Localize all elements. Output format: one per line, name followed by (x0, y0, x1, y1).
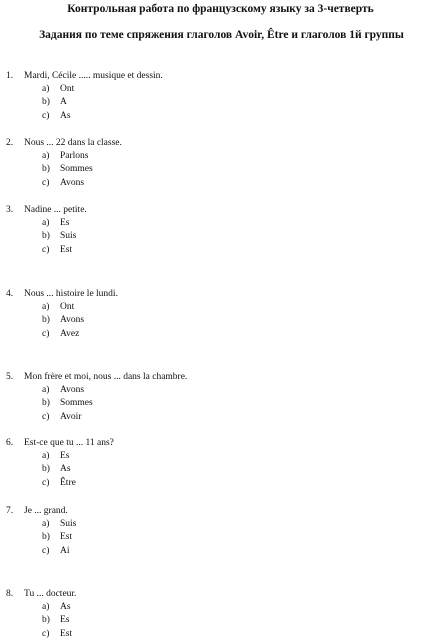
option-b (0, 314, 441, 327)
option-text: As (60, 464, 71, 475)
option-a (0, 450, 441, 463)
question-number: 6. (6, 438, 14, 448)
option-letter: b) (42, 464, 50, 475)
option-c (0, 244, 441, 257)
question-1 (0, 70, 441, 123)
option-c (0, 328, 441, 341)
option-letter: c) (42, 244, 50, 255)
option-letter: a) (42, 602, 50, 612)
option-letter: a) (42, 451, 50, 461)
option-letter: b) (42, 615, 50, 626)
option-letter: a) (42, 151, 50, 161)
option-letter: c) (42, 328, 50, 339)
question-7 (0, 505, 441, 558)
option-letter: c) (42, 411, 50, 422)
option-a (0, 601, 441, 614)
option-b (0, 230, 441, 243)
page-title: Контрольная работа по французскому языку за 3-четверть (67, 3, 374, 15)
option-b (0, 397, 441, 410)
question-text: Nous ... 22 dans la classe. (24, 138, 122, 148)
option-c (0, 411, 441, 424)
question-2 (0, 137, 441, 190)
question-text: Nadine ... petite. (24, 205, 87, 215)
question-text: Est-ce que tu ... 11 ans? (24, 438, 114, 448)
question-4 (0, 288, 441, 341)
question-number: 8. (6, 589, 14, 599)
option-letter: c) (42, 477, 50, 488)
option-b (0, 163, 441, 176)
option-text: Es (60, 451, 70, 461)
question-8 (0, 588, 441, 641)
option-letter: b) (42, 164, 50, 175)
question-3 (0, 204, 441, 257)
question-5 (0, 371, 441, 424)
question-text: Tu ... docteur. (24, 589, 77, 599)
option-text: Sommes (60, 164, 93, 175)
option-a (0, 217, 441, 230)
option-c (0, 545, 441, 558)
option-b (0, 531, 441, 544)
option-text: Es (60, 218, 70, 228)
page-subtitle: Задания по теме спряжения глаголов Avoir, Être и глаголов 1й группы (39, 29, 404, 41)
option-a (0, 150, 441, 163)
option-letter: b) (42, 398, 50, 409)
option-a (0, 83, 441, 96)
option-letter: b) (42, 231, 50, 242)
option-text: Avons (60, 315, 85, 326)
question-text: Je ... grand. (24, 506, 68, 516)
option-a (0, 518, 441, 531)
option-text: Ai (60, 545, 70, 556)
option-text: Suis (60, 519, 77, 529)
option-a (0, 384, 441, 397)
option-letter: c) (42, 177, 50, 188)
option-text: Parlons (60, 151, 89, 161)
option-text: Est (60, 628, 73, 639)
option-letter: b) (42, 97, 50, 108)
option-b (0, 614, 441, 627)
option-text: Es (60, 615, 70, 626)
option-text: Est (60, 532, 73, 543)
option-letter: a) (42, 519, 50, 529)
option-letter: a) (42, 84, 50, 94)
question-number: 3. (6, 205, 14, 215)
question-number: 7. (6, 506, 14, 516)
option-b (0, 463, 441, 476)
option-letter: b) (42, 315, 50, 326)
question-number: 1. (6, 71, 14, 81)
option-text: Ont (60, 302, 75, 312)
option-b (0, 96, 441, 109)
option-text: Avoir (60, 411, 82, 422)
option-text: Suis (60, 231, 77, 242)
option-c (0, 477, 441, 490)
option-letter: a) (42, 302, 50, 312)
question-text: Mon frère et moi, nous ... dans la chambre. (24, 372, 188, 382)
option-c (0, 110, 441, 123)
question-text: Nous ... histoire le lundi. (24, 289, 118, 299)
question-6 (0, 437, 441, 490)
option-text: A (60, 97, 67, 108)
option-letter: c) (42, 110, 50, 121)
option-letter: c) (42, 545, 50, 556)
question-number: 2. (6, 138, 14, 148)
option-letter: c) (42, 628, 50, 639)
option-text: As (60, 602, 71, 612)
option-text: Avons (60, 385, 85, 395)
option-text: Avez (60, 328, 80, 339)
question-text: Mardi, Cécile ..... musique et dessin. (24, 71, 163, 81)
option-text: Ont (60, 84, 75, 94)
option-c (0, 628, 441, 641)
option-letter: b) (42, 532, 50, 543)
option-letter: a) (42, 218, 50, 228)
option-text: As (60, 110, 71, 121)
option-text: Avons (60, 177, 85, 188)
option-a (0, 301, 441, 314)
option-text: Être (60, 477, 76, 488)
option-text: Est (60, 244, 73, 255)
option-text: Sommes (60, 398, 93, 409)
option-letter: a) (42, 385, 50, 395)
question-number: 4. (6, 289, 14, 299)
option-c (0, 177, 441, 190)
question-number: 5. (6, 372, 14, 382)
